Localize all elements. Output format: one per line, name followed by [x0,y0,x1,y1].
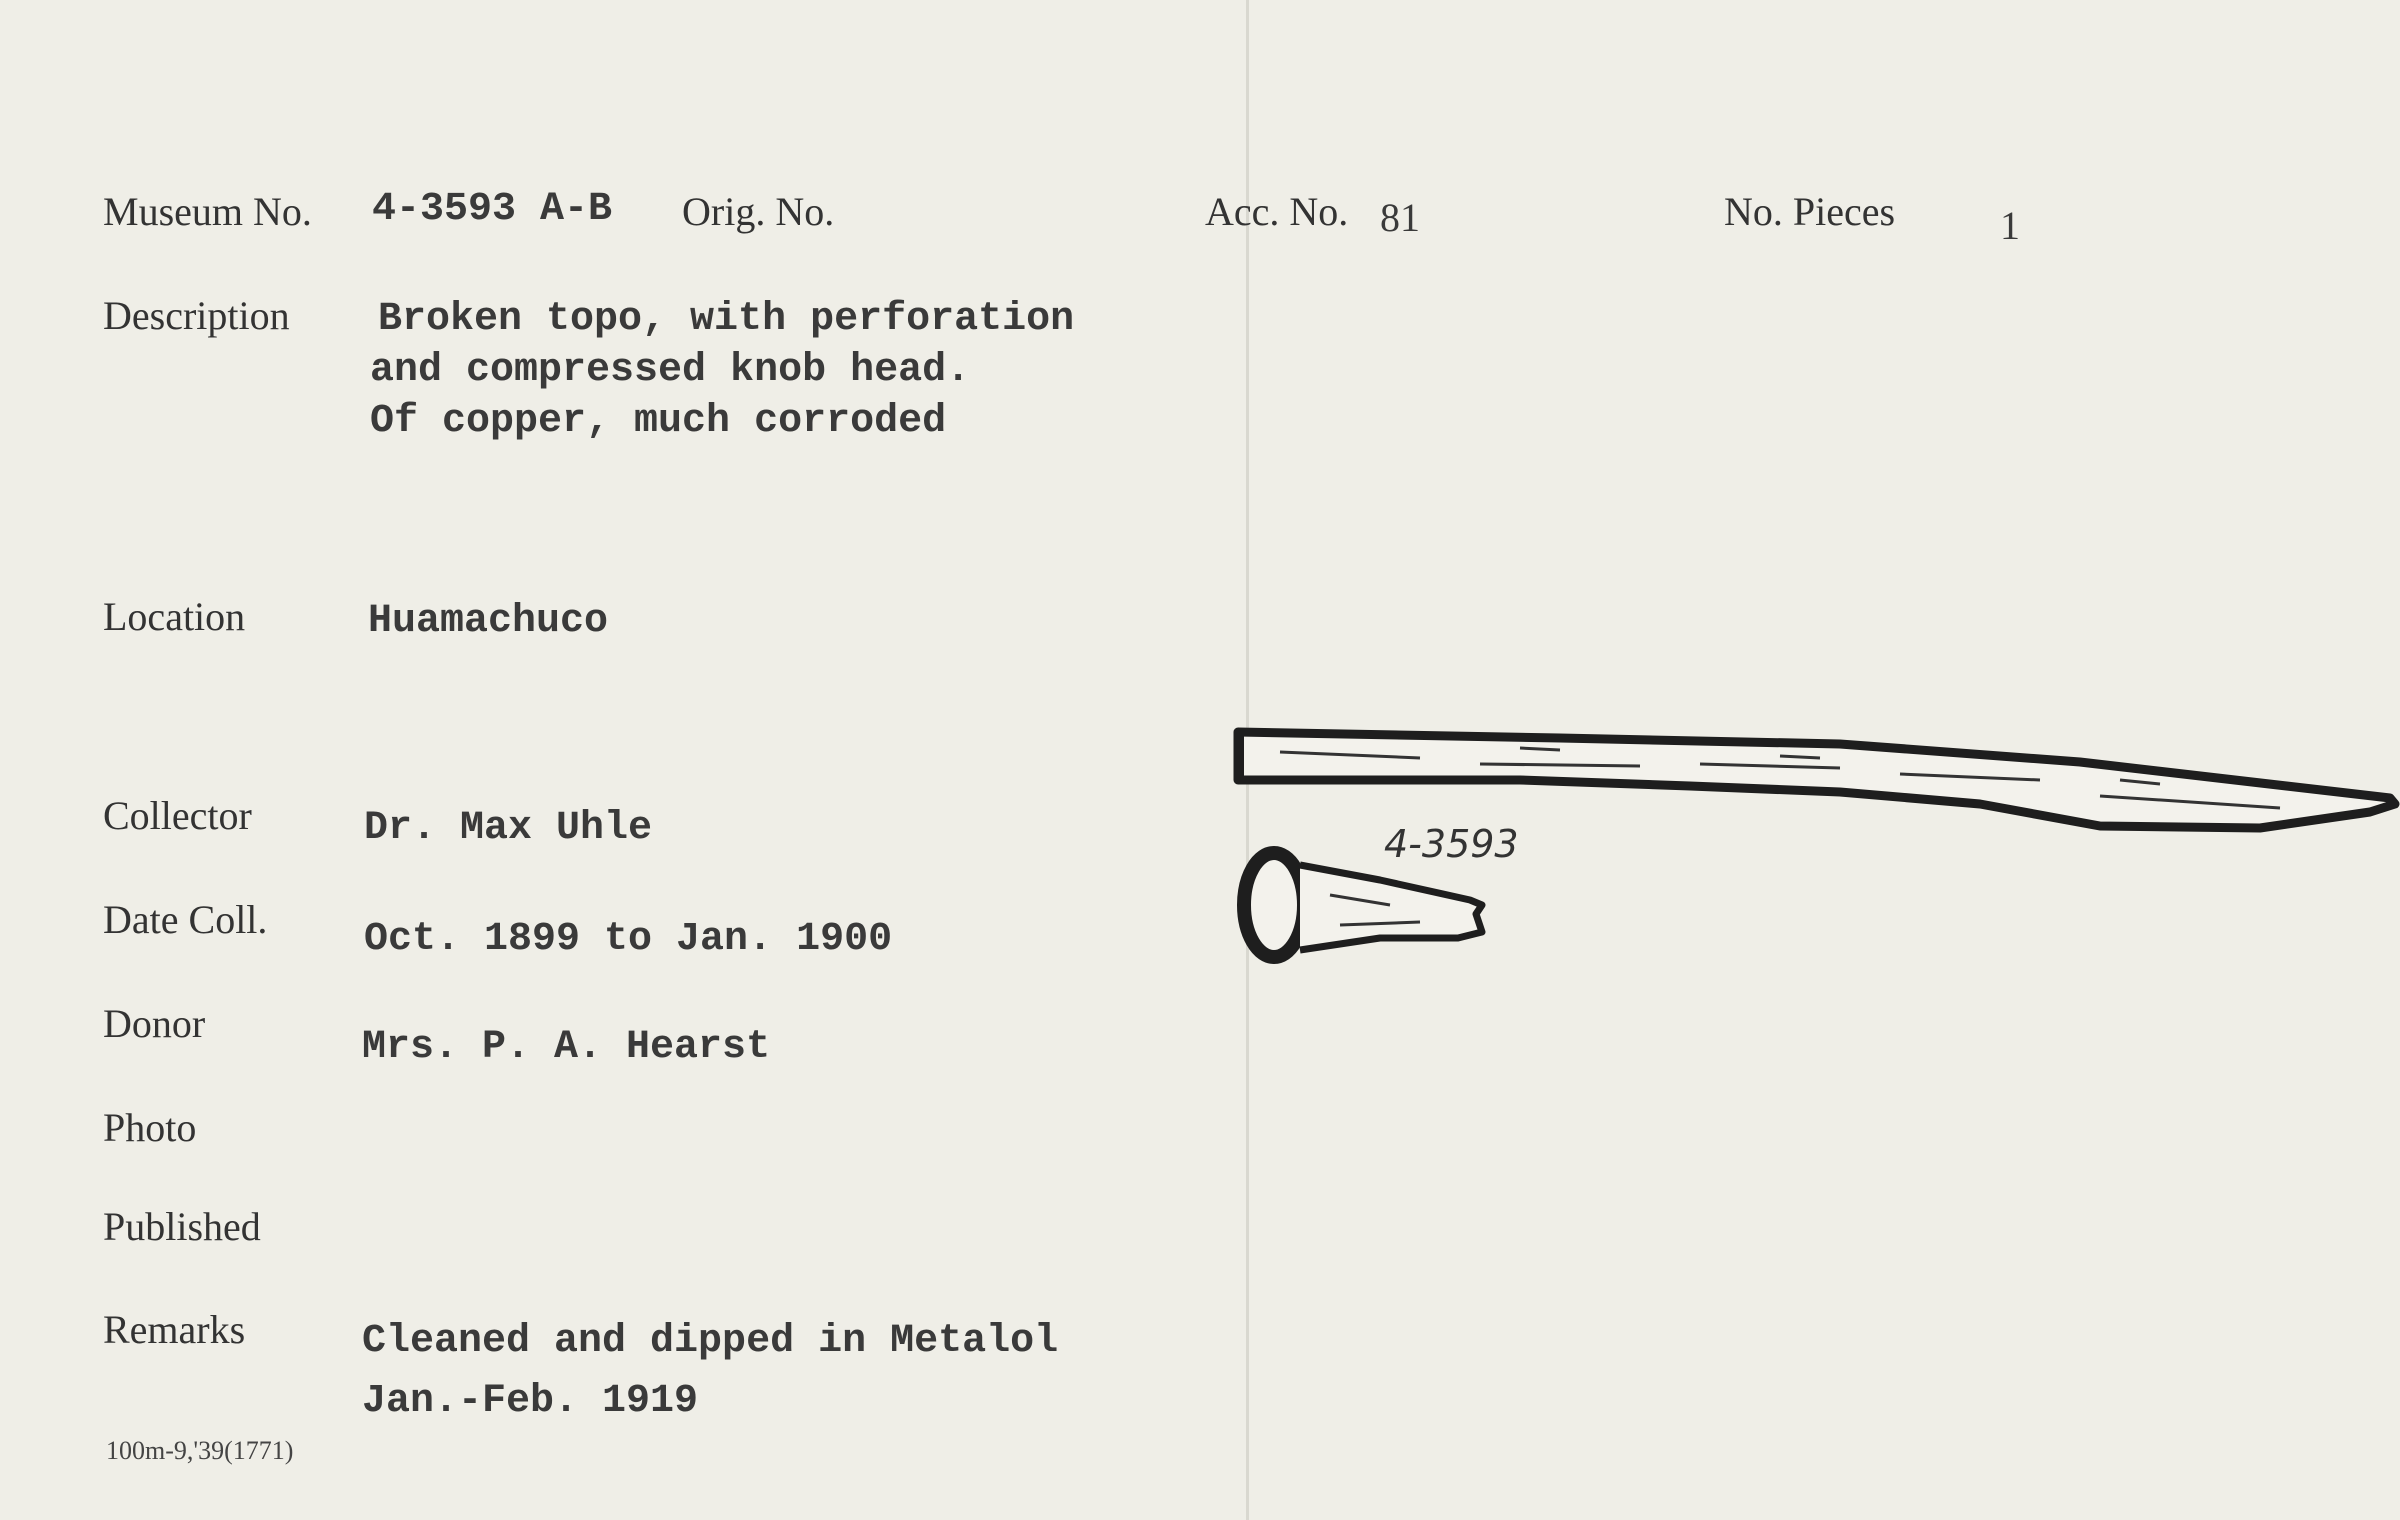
donor-value: Mrs. P. A. Hearst [362,1025,771,1070]
museum-no-value: 4-3593 A-B [372,187,613,232]
description-label: Description [103,293,290,338]
description-line-1: Broken topo, with perforation [378,297,1075,342]
knob-head-rim [1244,853,1304,957]
description-line-2: and compressed knob head. [370,348,971,393]
date-coll-value: Oct. 1899 to Jan. 1900 [364,917,893,962]
acc-no-value: 81 [1380,195,1420,240]
remarks-line-1: Cleaned and dipped in Metalol [362,1319,1059,1364]
published-label: Published [103,1204,261,1249]
location-label: Location [103,594,246,639]
donor-label: Donor [103,1001,206,1046]
location-value: Huamachuco [368,599,609,644]
knob-head-body [1300,865,1482,950]
no-pieces-label: No. Pieces [1724,189,1896,234]
collector-label: Collector [103,793,252,838]
sketch-label: 4-3593 [1384,822,1519,866]
collector-value: Dr. Max Uhle [364,806,653,851]
remarks-line-2: Jan.-Feb. 1919 [362,1379,699,1424]
print-code: 100m-9,'39(1771) [106,1436,294,1465]
description-line-3: Of copper, much corroded [370,399,947,444]
orig-no-label: Orig. No. [682,189,835,234]
remarks-label: Remarks [103,1307,246,1352]
no-pieces-value: 1 [2000,203,2020,248]
museum-no-label: Museum No. [103,189,312,234]
shaft-outline [1238,732,2395,828]
photo-label: Photo [103,1105,197,1150]
acc-no-label: Acc. No. [1205,189,1349,234]
date-coll-label: Date Coll. [103,897,268,942]
